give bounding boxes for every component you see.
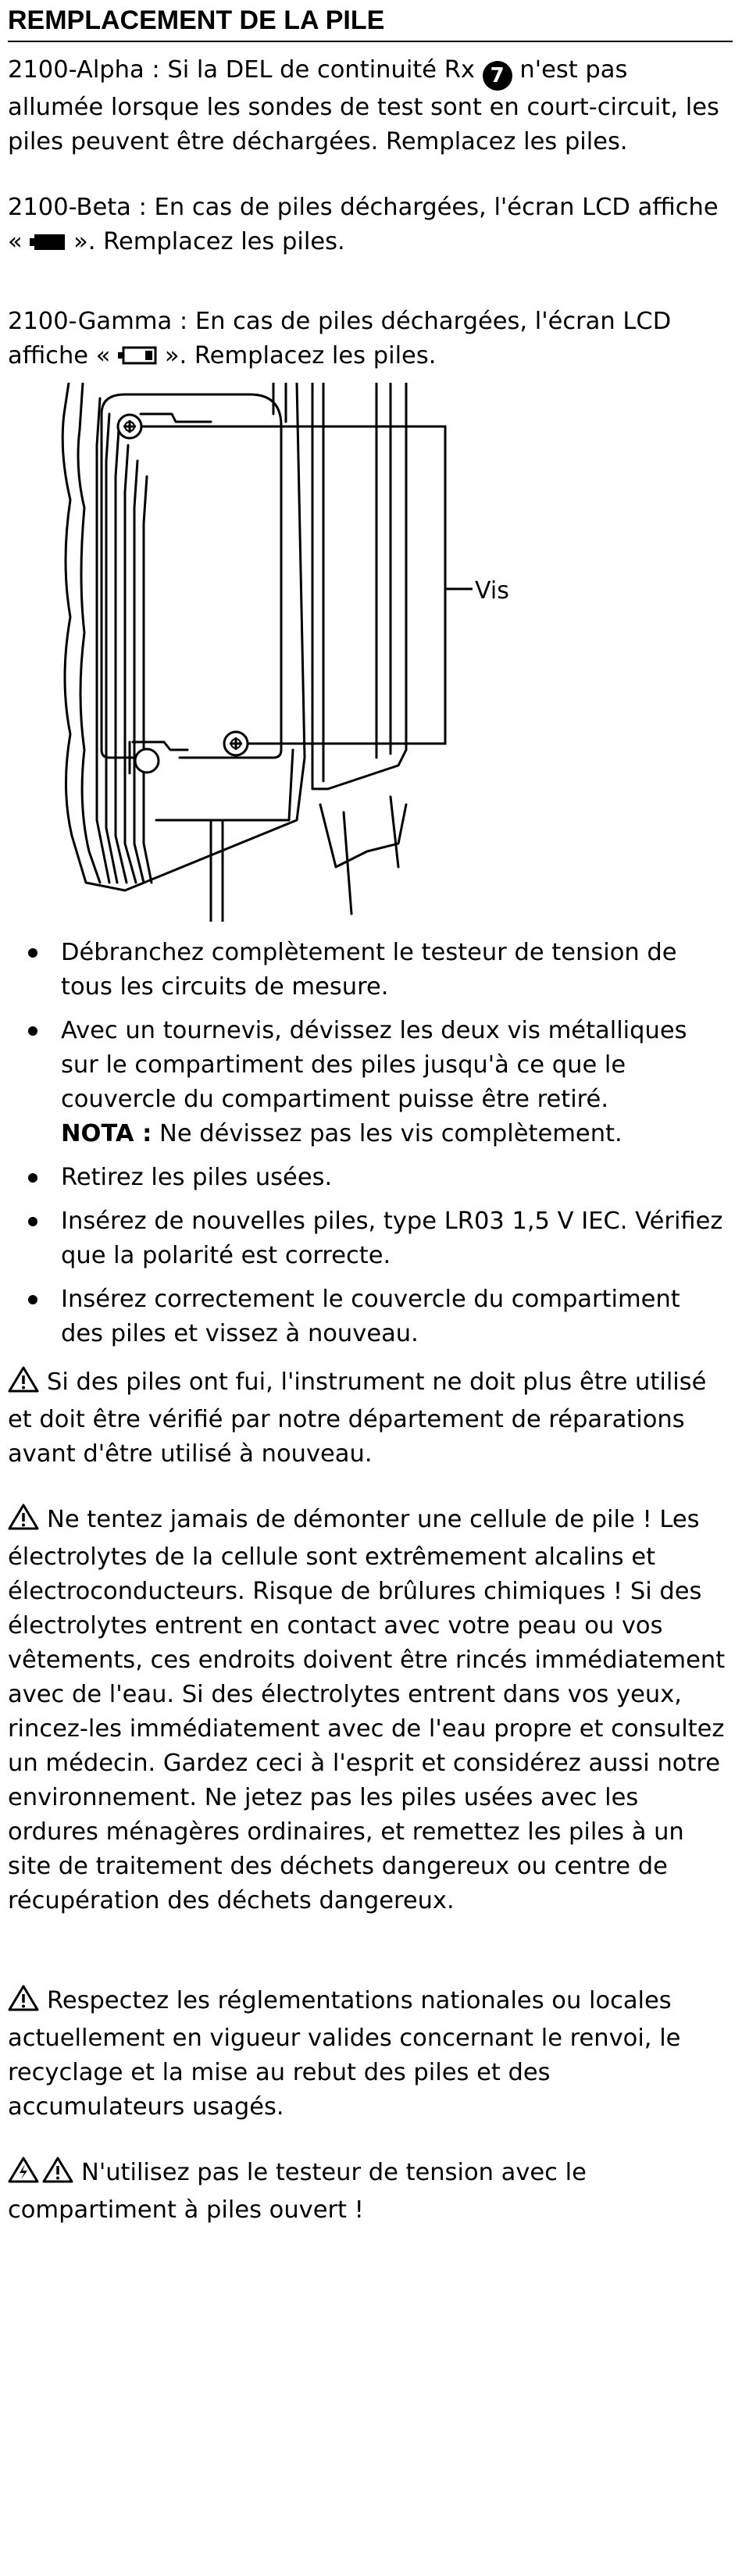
section-title: REMPLACEMENT DE LA PILE [8, 5, 385, 35]
warning-triangle-icon [8, 1504, 39, 1540]
bullet-icon [28, 1295, 37, 1304]
step-text: Débranchez complètement le testeur de tension de tous les circuits de mesure. [61, 939, 677, 1001]
alpha-text-end: n'est pas allumée lorsque les sondes de test sont en court-circuit, les piles peuvent être déchargées. Remplacez les piles. [8, 56, 719, 155]
step-item [23, 1283, 726, 1351]
beta-text-end: ». Remplacez les piles. [73, 228, 345, 255]
rx-led-badge: 7 [483, 61, 512, 91]
step-text: Insérez correctement le couvercle du compartiment des piles et vissez à nouveau. [61, 1286, 680, 1347]
warning-open-compartment [8, 2156, 726, 2228]
warning-disassembly [8, 1503, 726, 1918]
warning-text: Si des piles ont fui, l'instrument ne doit plus être utilisé et doit être vérifié par notre département de réparations avant d'être utilisé à nouveau. [8, 1368, 707, 1468]
replacement-steps [23, 936, 726, 1361]
warning-regulations [8, 1984, 726, 2125]
warning-text: Respectez les réglementations nationales ou locales actuellement en vigueur valides concernant le renvoi, le recyclage et la mise au rebut des piles et des accumulateurs usagés. [8, 1987, 681, 2121]
battery-full-icon [30, 227, 66, 261]
bullet-icon [28, 948, 37, 958]
step-text: Insérez de nouvelles piles, type LR03 1,5 V IEC. Vérifiez que la polarité est correcte. [61, 1208, 723, 1269]
beta-paragraph [8, 191, 726, 261]
step-item [23, 936, 726, 1004]
warning-text: N'utilisez pas le testeur de tension avec le compartiment à piles ouvert ! [8, 2159, 587, 2224]
warning-text: Ne tentez jamais de démonter une cellule de pile ! Les électrolytes de la cellule sont extrêmement alcalins et électroconducteurs. Risque de brûlures chimiques ! Si des électrolytes entrent en contact avec votre peau ou vos vêtements, ces endroits doivent être rincés immédiatement avec de l'eau. Si des électrolytes entrent dans vos yeux, rincez-les immédiatement avec de l'eau propre et consultez un médecin. Gardez ceci à l'esprit et considérez aussi notre environnement. Ne jetez pas les piles usées avec les ordures ménagères ordinaires, et remettez les piles à un site de traitement des déchets dangereux ou centre de récupération des déchets dangereux. [8, 1506, 726, 1914]
gamma-paragraph [8, 305, 726, 375]
alpha-text-start: 2100-Alpha : Si la DEL de continuité Rx [8, 56, 475, 84]
alpha-paragraph [8, 53, 726, 159]
note-text: Ne dévissez pas les vis complètement. [159, 1120, 622, 1147]
screw-callout-label: Vis [475, 577, 509, 605]
bullet-icon [28, 1173, 37, 1183]
gamma-text-end: ». Remplacez les piles. [164, 342, 437, 369]
battery-compartment-figure [55, 383, 539, 922]
bullet-icon [28, 1026, 37, 1036]
gamma-text-start: 2100-Gamma : En cas de piles déchargées, l'écran LCD affiche « [8, 308, 672, 369]
step-text: Retirez les piles usées. [61, 1164, 333, 1191]
step-text: Avec un tournevis, dévissez les deux vis métalliques sur le compartiment des piles jusqu'à ce que le couvercle du compartiment puisse être retiré. [61, 1017, 687, 1113]
step-item [23, 1161, 726, 1195]
warning-triangle-icon [8, 1366, 39, 1403]
bullet-icon [28, 1217, 37, 1226]
step-item [23, 1014, 726, 1151]
title-rule [8, 41, 733, 42]
warning-triangle-icon [42, 2157, 73, 2193]
tester-drawing [55, 383, 539, 922]
warning-triangle-icon [8, 1985, 39, 2021]
beta-text-start: 2100-Beta : En cas de piles déchargées, l'écran LCD affiche « [8, 194, 719, 255]
note-label: NOTA : [61, 1120, 152, 1147]
upper-screw [118, 415, 141, 438]
step-item [23, 1204, 726, 1273]
lower-screw [224, 732, 248, 755]
warning-leak [8, 1365, 726, 1472]
battery-low-icon [118, 341, 157, 375]
high-voltage-warning-icon [8, 2157, 39, 2193]
